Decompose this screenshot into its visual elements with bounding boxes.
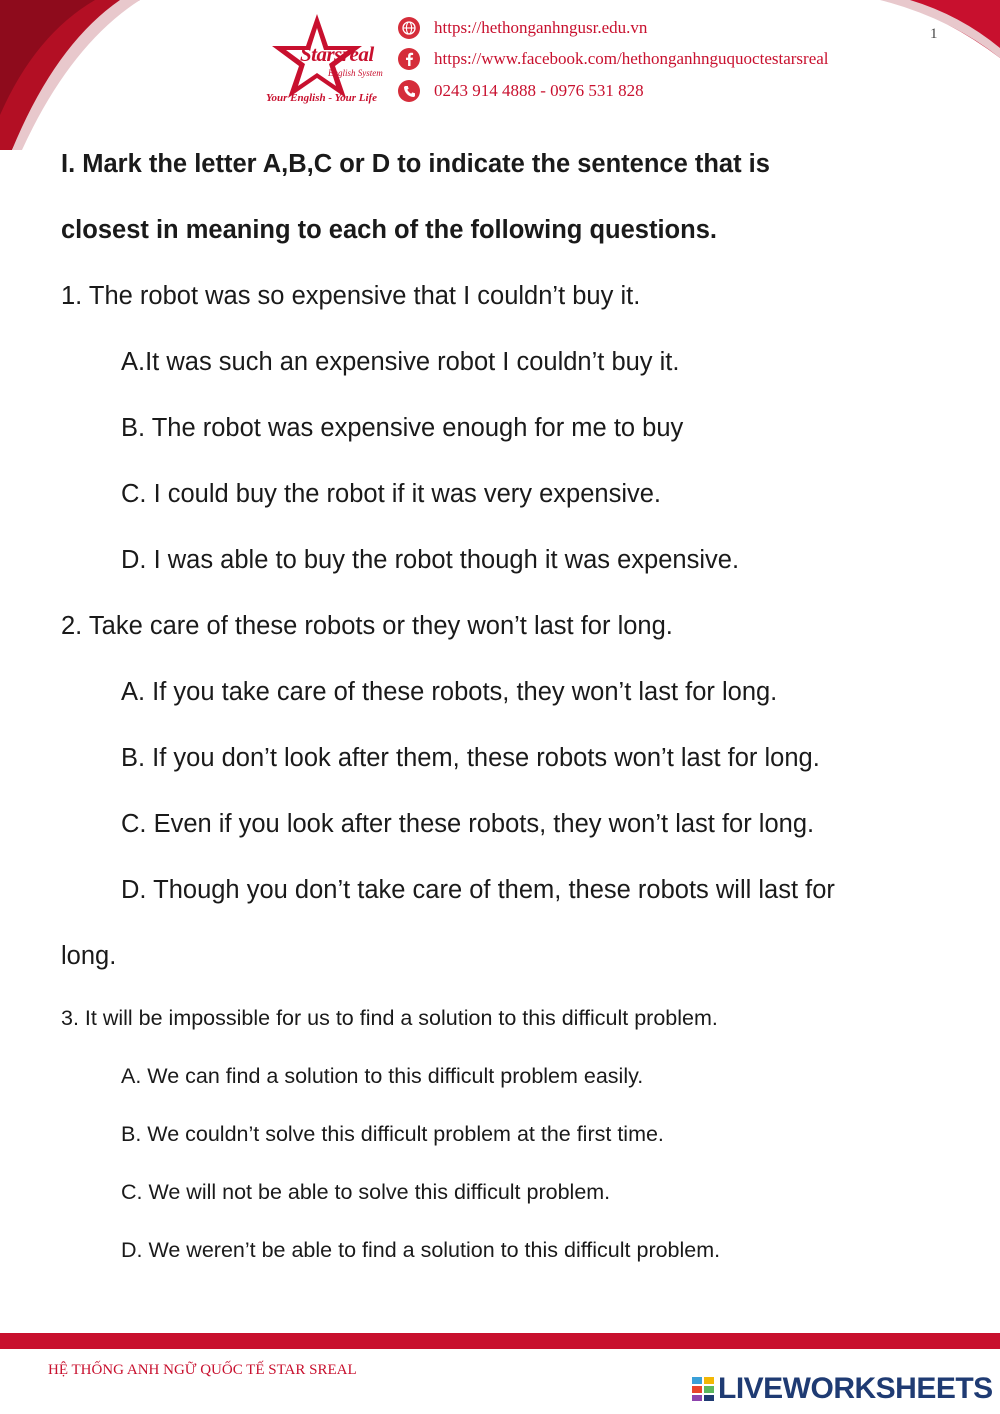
corner-decoration-right	[880, 0, 1000, 60]
exercise-content	[61, 131, 941, 1279]
question-1-option-c[interactable]: C. I could buy the robot if it was very expensive.	[121, 480, 662, 508]
phone-numbers: 0243 914 4888 - 0976 531 828	[434, 81, 644, 100]
exercise-heading-line-1: I. Mark the letter A,B,C or D to indicate the sentence that is	[61, 150, 770, 178]
facebook-link[interactable]: https://www.facebook.com/hethonganhnguquoctestarsreal	[434, 49, 829, 68]
liveworksheets-text: LIVEWORKSHEETS	[718, 1372, 993, 1405]
corner-decoration-left	[0, 0, 140, 150]
question-3-option-c[interactable]: C. We will not be able to solve this difficult problem.	[121, 1180, 611, 1204]
page-number: 1	[930, 26, 938, 42]
question-3-option-b[interactable]: B. We couldn’t solve this difficult problem at the first time.	[121, 1122, 664, 1146]
footer-bar	[0, 1333, 1000, 1349]
exercise-heading-line-2: closest in meaning to each of the following questions.	[61, 216, 717, 244]
question-1-option-a[interactable]: A.It was such an expensive robot I couldn’t buy it.	[121, 348, 680, 376]
contact-phone[interactable]	[398, 78, 644, 104]
question-3-option-a[interactable]: A. We can find a solution to this difficult problem easily.	[121, 1064, 644, 1088]
question-2-option-b[interactable]: B. If you don’t look after them, these robots won’t last for long.	[121, 744, 820, 772]
question-2-option-a[interactable]: A. If you take care of these robots, they won’t last for long.	[121, 678, 778, 706]
contact-facebook[interactable]	[398, 46, 829, 72]
logo-name: Starsreal	[300, 42, 374, 66]
globe-icon	[398, 17, 420, 39]
question-1-option-d[interactable]: D. I was able to buy the robot though it was expensive.	[121, 546, 740, 574]
facebook-icon	[398, 48, 420, 70]
website-link[interactable]: https://hethonganhngusr.edu.vn	[434, 18, 648, 37]
liveworksheets-brand[interactable]	[692, 1372, 993, 1406]
logo-tagline: Your English - Your Life	[266, 92, 378, 104]
starsreal-logo	[262, 12, 387, 112]
question-2-option-c[interactable]: C. Even if you look after these robots, they won’t last for long.	[121, 810, 815, 838]
liveworksheets-logo-icon	[692, 1377, 714, 1401]
contact-website[interactable]	[398, 15, 647, 41]
logo-subtitle: English System	[328, 68, 383, 78]
question-2-option-d[interactable]: D. Though you don’t take care of them, these robots will last for	[121, 876, 835, 904]
question-3-prompt: 3. It will be impossible for us to find a solution to this difficult problem.	[61, 1006, 718, 1030]
phone-icon	[398, 80, 420, 102]
question-3-option-d[interactable]: D. We weren’t be able to find a solution to this difficult problem.	[121, 1238, 721, 1262]
question-1-option-b[interactable]: B. The robot was expensive enough for me to buy	[121, 414, 684, 442]
question-2-option-d-wrap[interactable]: long.	[61, 942, 117, 970]
question-2-prompt: 2. Take care of these robots or they won’t last for long.	[61, 612, 673, 640]
footer-organization: HỆ THỐNG ANH NGỮ QUỐC TẾ STAR SREAL	[48, 1362, 357, 1378]
question-1-prompt: 1. The robot was so expensive that I couldn’t buy it.	[61, 282, 641, 310]
